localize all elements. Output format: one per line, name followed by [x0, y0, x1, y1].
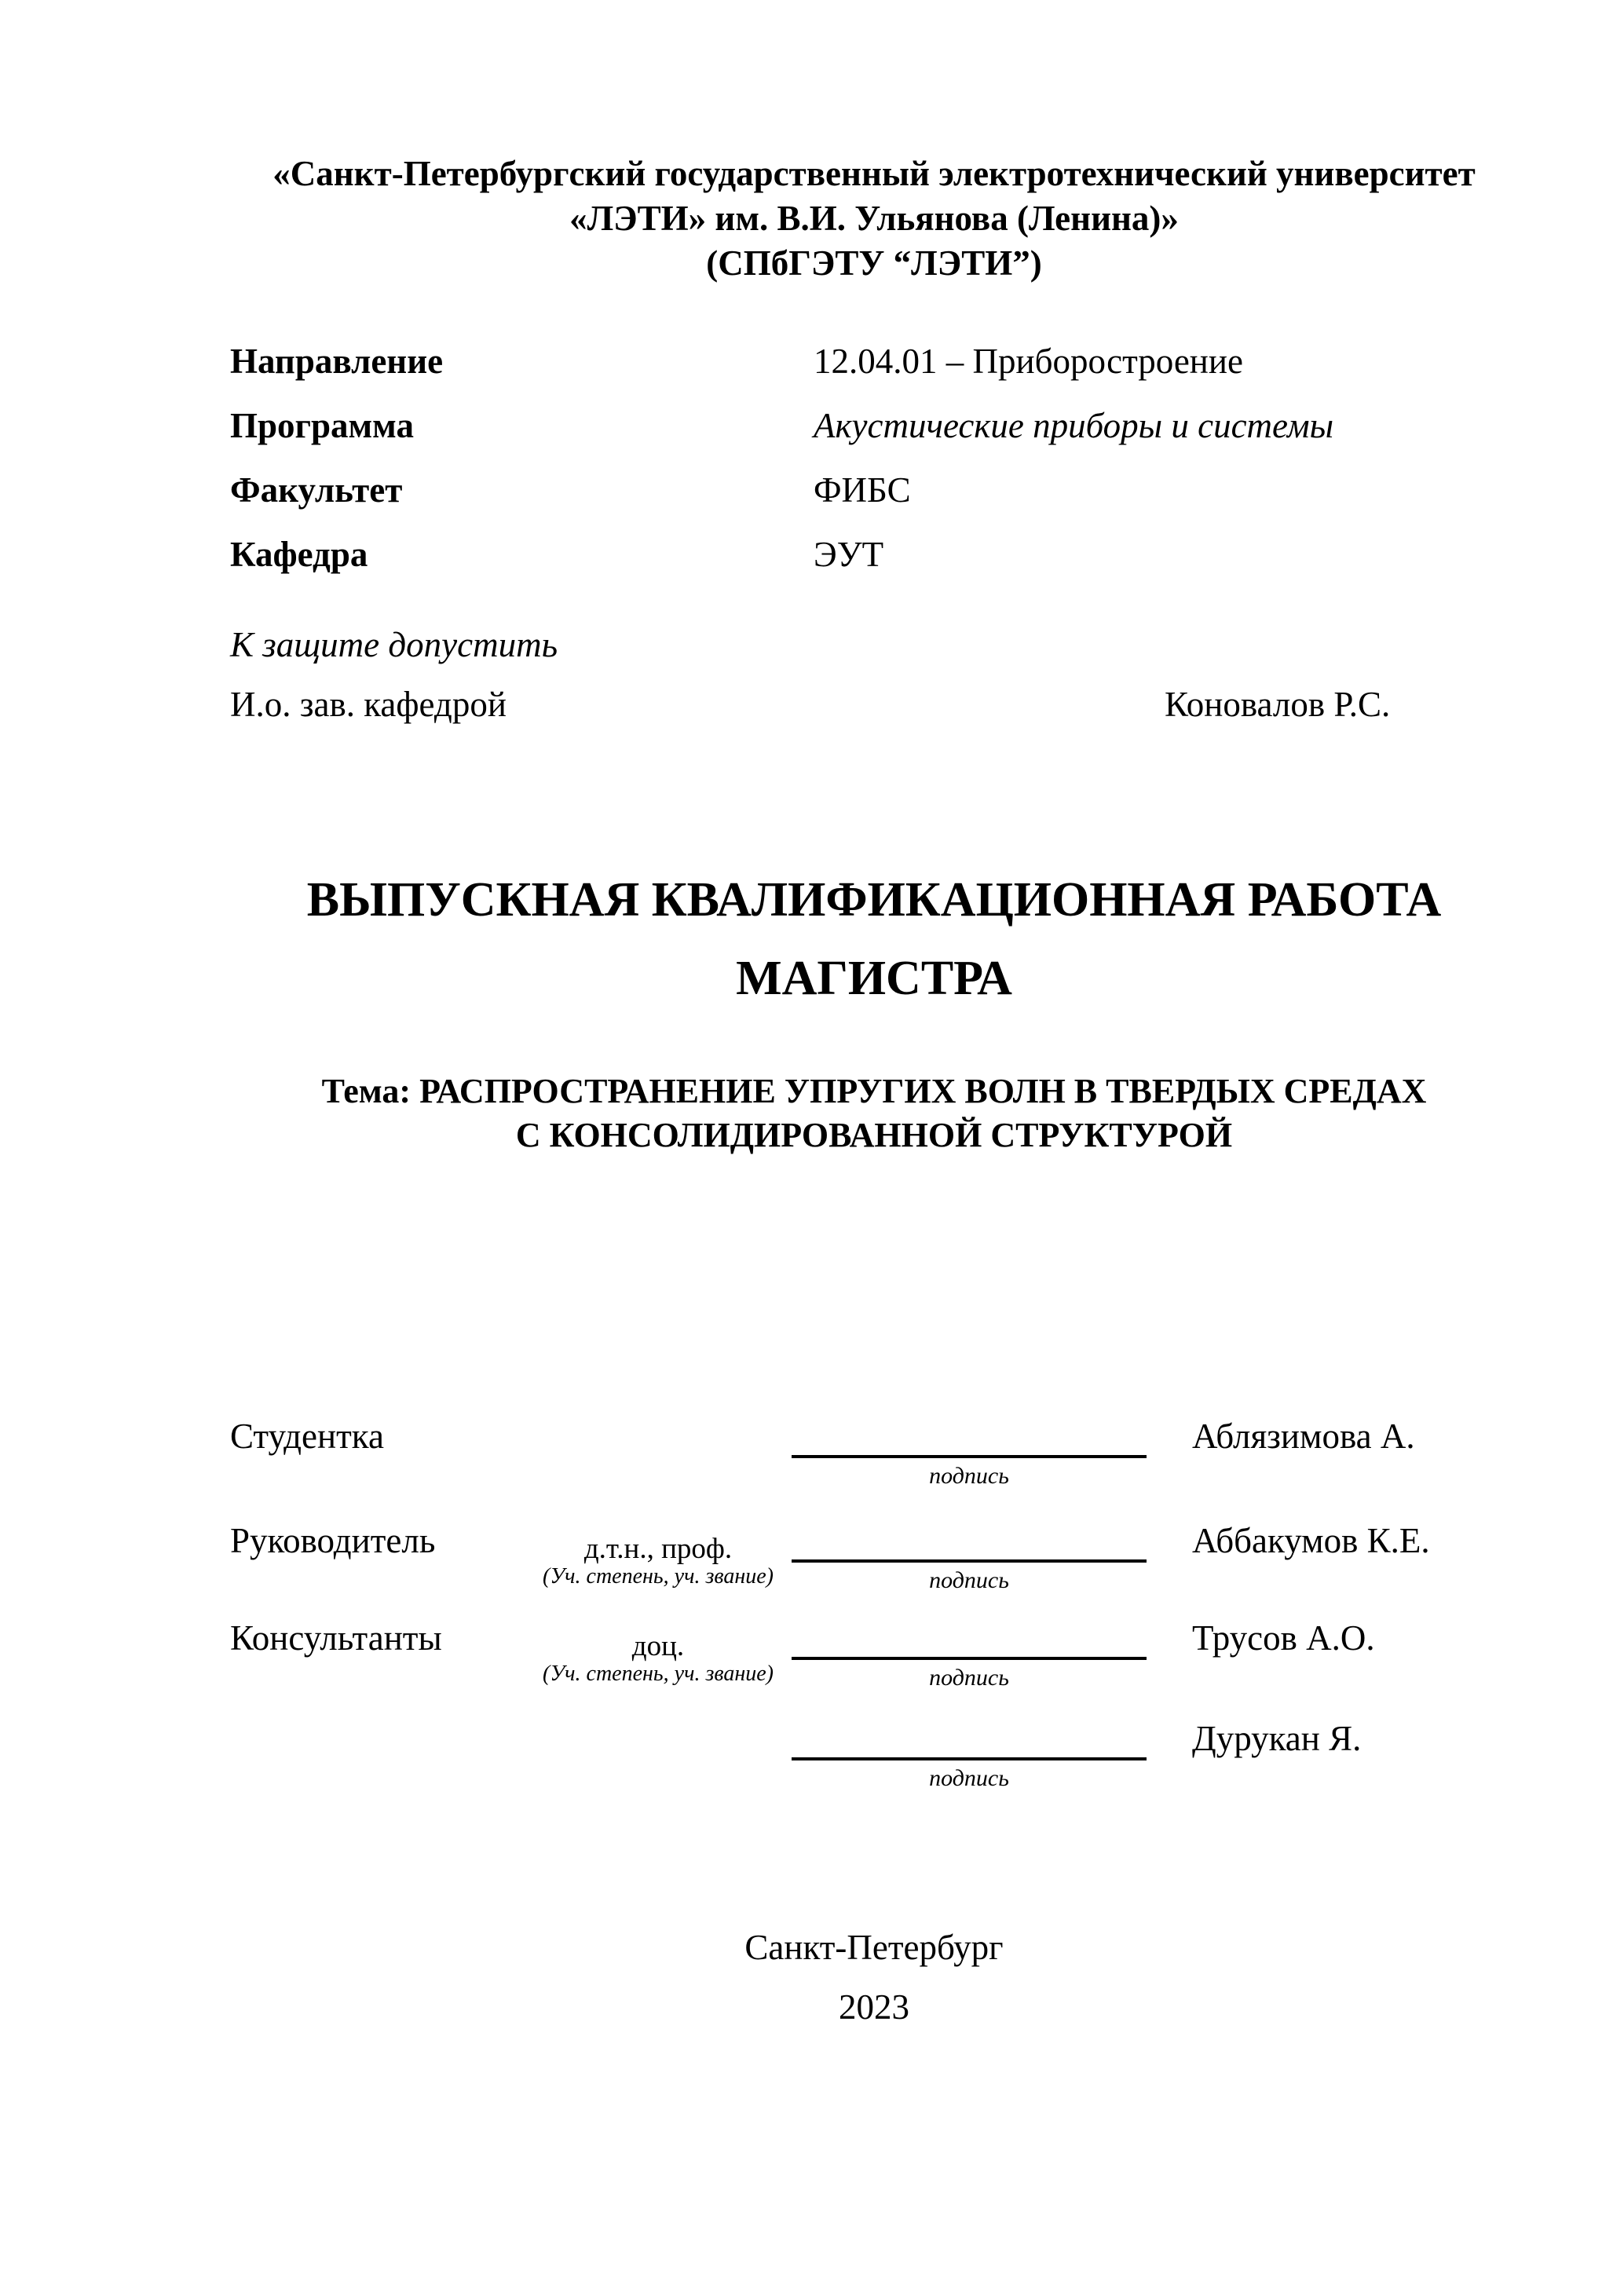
thesis-theme-line2: С КОНСОЛИДИРОВАННОЙ СТРУКТУРОЙ: [515, 1116, 1233, 1154]
university-header: [230, 152, 1518, 286]
consultant-degree: доц.: [631, 1630, 685, 1662]
field-row-program: [230, 405, 1565, 470]
signature-row-consultant-2: [230, 1718, 1565, 1814]
signature-line: [792, 1534, 1147, 1563]
consultants-role-label: Консультанты: [230, 1618, 442, 1658]
signature-line: [792, 1632, 1147, 1660]
page-footer: [230, 1925, 1518, 2029]
signature-line: [792, 1430, 1147, 1458]
signature-hint: подпись: [929, 1463, 1009, 1489]
supervisor-degree: д.т.н., проф.: [583, 1533, 733, 1565]
admission-note: К защите допустить: [230, 625, 558, 664]
program-fields: [230, 341, 1565, 598]
degree-hint: (Уч. степень, уч. звание): [543, 1662, 774, 1686]
program-value: Акустические приборы и системы: [814, 406, 1334, 445]
direction-label: Направление: [230, 342, 444, 381]
footer-city: Санкт-Петербург: [744, 1928, 1004, 1967]
department-value: ЭУТ: [814, 535, 884, 574]
field-row-department: [230, 534, 1565, 598]
degree-hint: (Уч. степень, уч. звание): [543, 1564, 774, 1589]
supervisor-role-label: Руководитель: [230, 1521, 436, 1560]
signature-hint: подпись: [929, 1567, 1009, 1593]
program-label: Программа: [230, 406, 414, 445]
student-name: Аблязимова А.: [1192, 1417, 1415, 1456]
faculty-label: Факультет: [230, 470, 403, 510]
acting-head-name: Коновалов Р.С.: [1165, 685, 1391, 724]
signature-hint: подпись: [929, 1765, 1009, 1791]
field-row-faculty: [230, 470, 1565, 534]
field-row-direction: [230, 341, 1565, 405]
consultant-2-name: Дурукан Я.: [1192, 1719, 1362, 1758]
university-name-line1: «Санкт-Петербургский государственный электротехнический университет: [272, 154, 1476, 193]
footer-year: 2023: [839, 1987, 909, 2027]
consultant-1-name: Трусов А.О.: [1192, 1618, 1375, 1658]
signature-row-student: [230, 1416, 1565, 1512]
university-abbreviation: (СПбГЭТУ “ЛЭТИ”): [706, 243, 1042, 283]
thesis-theme-line1: Тема: РАСПРОСТРАНЕНИЕ УПРУГИХ ВОЛН В ТВЕРДЫХ СРЕДАХ: [321, 1072, 1427, 1110]
thesis-theme: [230, 1069, 1518, 1157]
department-label: Кафедра: [230, 535, 368, 574]
university-name-line2: «ЛЭТИ» им. В.И. Ульянова (Ленина)»: [569, 199, 1179, 238]
signature-row-consultant-1: [230, 1618, 1565, 1713]
supervisor-name: Аббакумов К.Е.: [1192, 1521, 1430, 1560]
student-role-label: Студентка: [230, 1417, 384, 1456]
thesis-title-line1: ВЫПУСКНАЯ КВАЛИФИКАЦИОННАЯ РАБОТА: [306, 873, 1442, 927]
admission-row: [230, 684, 1565, 731]
thesis-title-line2: МАГИСТРА: [736, 952, 1012, 1005]
thesis-title: [230, 861, 1518, 1018]
faculty-value: ФИБС: [814, 470, 911, 510]
acting-head-label: И.о. зав. кафедрой: [230, 685, 507, 724]
signature-hint: подпись: [929, 1665, 1009, 1691]
signature-row-supervisor: [230, 1520, 1565, 1616]
signature-line: [792, 1732, 1147, 1760]
direction-value: 12.04.01 – Приборостроение: [814, 342, 1243, 381]
